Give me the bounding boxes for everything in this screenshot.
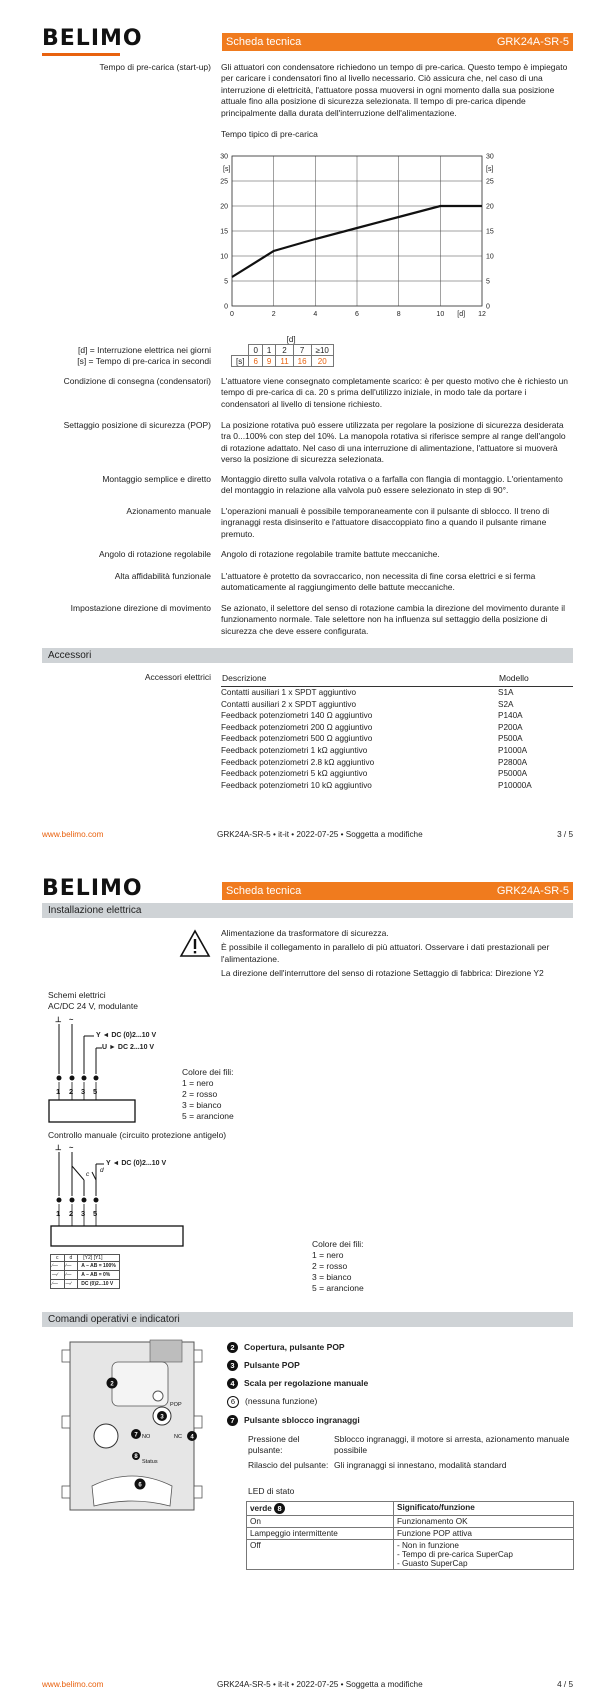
footer-page: 3 / 5: [557, 830, 573, 839]
header-bar: [222, 33, 573, 51]
callout: 8: [134, 1454, 138, 1460]
label-no: NO: [142, 1434, 151, 1440]
table-unit-s: [s]: [232, 356, 249, 367]
actuator-device-drawing: [62, 1336, 202, 1516]
led-table: verde 8 Significato/funzione On Funzionamento OK Lampeggio intermittente Funzione POP attiva Off - Non in funzione - Tempo di pre-carica SuperCap - Guasto SuperCap: [246, 1501, 574, 1570]
x-tick-label: 0: [230, 311, 234, 318]
x-axis-label: [d]: [457, 311, 466, 318]
feature-text: Angolo di rotazione regolabile tramite battute meccaniche.: [221, 549, 440, 559]
manual-title: Controllo manuale (circuito protezione antigelo): [48, 1130, 227, 1140]
release-text: Gli ingranaggi si innestano, modalità standard: [334, 1460, 507, 1470]
label-pop: POP: [170, 1402, 182, 1408]
footer-url[interactable]: www.belimo.com: [42, 830, 104, 839]
section-installation: Installazione elettrica: [42, 903, 573, 918]
table-s: 11: [276, 356, 293, 367]
warning-icon: [180, 930, 210, 957]
feature-label: Azionamento manuale: [126, 506, 211, 516]
diagram1-u: U ► DC 2...10 V: [102, 1044, 155, 1051]
callout: 4: [190, 1434, 194, 1441]
header-model: GRK24A-SR-5: [496, 36, 569, 48]
footer: [42, 830, 573, 842]
accessories-table: [221, 670, 573, 791]
y-tick-label: 30: [220, 153, 228, 161]
feature-text: Montaggio diretto sulla valvola rotativa o a farfalla con flangia di montaggio. L'orientamento del montaggio in relazione alla valvola può essere selezionato in step di 90°.: [221, 474, 563, 496]
chart-caption: Tempo tipico di pre-carica: [221, 129, 318, 139]
feature-label: Alta affidabilità funzionale: [114, 571, 211, 581]
header-title: Scheda tecnica: [226, 36, 302, 48]
table-d: 0: [249, 345, 262, 356]
precharge-table: [231, 334, 334, 367]
header-bar: [222, 882, 573, 900]
y-tick-label: 25: [220, 178, 228, 186]
controls-list: [227, 1342, 368, 1433]
feature-label: Condizione di consegna (condensatori): [63, 376, 211, 386]
table-row: Off - Non in funzione - Tempo di pre-carica SuperCap - Guasto SuperCap: [247, 1540, 574, 1570]
x-tick-label: 6: [355, 311, 359, 318]
switch-c: c: [86, 1171, 90, 1178]
y-tick-label: 20: [220, 203, 228, 211]
belimo-logo: BELIMO: [42, 876, 143, 901]
control-item: 3 Pulsante POP: [227, 1360, 368, 1371]
warning-text: [221, 928, 561, 979]
label-status: Status: [142, 1459, 158, 1465]
table-row: Lampeggio intermittente Funzione POP attiva: [247, 1528, 574, 1540]
feature-label: Montaggio semplice e diretto: [102, 474, 211, 484]
callout: 6: [138, 1482, 142, 1489]
wire-colors-1: Colore dei fili: 1 = nero 2 = rosso 3 = bianco 5 = arancione: [182, 1067, 234, 1121]
terminal: 2: [69, 1209, 74, 1218]
header-title: Scheda tecnica: [226, 885, 302, 897]
table-s: 20: [311, 356, 333, 367]
schemi-title: Schemi elettrici: [48, 990, 106, 1000]
accessories-label: Accessori elettrici: [144, 672, 211, 682]
control-item: 6 (nessuna funzione): [227, 1396, 368, 1408]
led-title: LED di stato: [248, 1486, 295, 1496]
diagram1-y: Y ◄ DC (0)2...10 V: [96, 1032, 157, 1039]
press-label: Pressione del pulsante:: [248, 1434, 300, 1455]
terminal: 5: [93, 1087, 98, 1096]
table-row: Feedback potenziometri 5 kΩ aggiuntivo P5000A: [221, 769, 528, 779]
y-tick-label-right: 5: [486, 278, 490, 286]
terminal: 1: [56, 1087, 61, 1096]
table-d: 7: [293, 345, 311, 356]
x-tick-label: 2: [271, 311, 276, 318]
press-text: Sblocco ingranaggi, il motore si arresta, azionamento manuale possibile: [334, 1434, 570, 1455]
svg-text:⊥: ⊥: [55, 1015, 62, 1024]
y-tick-label-right: 0: [486, 303, 490, 311]
table-d: 2: [276, 345, 293, 356]
feature-label: Impostazione direzione di movimento: [70, 603, 211, 613]
acdc-label: AC/DC 24 V, modulante: [48, 1001, 138, 1011]
terminal: 3: [81, 1087, 86, 1096]
svg-text:⊥: ⊥: [55, 1143, 62, 1152]
table-row: Feedback potenziometri 2.8 kΩ aggiuntivo P2800A: [221, 757, 528, 767]
table-row: Feedback potenziometri 500 Ω aggiuntivo P500A: [221, 734, 523, 744]
diagram2-y: Y ◄ DC (0)2...10 V: [106, 1160, 167, 1167]
y-tick-label-right: 30: [486, 153, 494, 161]
table-row: Feedback potenziometri 200 Ω aggiuntivo P200A: [221, 722, 523, 732]
callout: 3: [160, 1414, 164, 1421]
x-tick-label: 12: [478, 311, 486, 318]
terminal: 3: [81, 1209, 86, 1218]
warning-line: La direzione dell'interruttore del senso di rotazione Settaggio di fabbrica: Direzione Y2: [221, 967, 544, 978]
table-row: Contatti ausiliari 1 x SPDT aggiuntivo S1A: [221, 688, 514, 697]
warning-line: Alimentazione da trasformatore di sicurezza.: [221, 928, 389, 938]
feature-label: Settaggio posizione di sicurezza (POP): [63, 420, 211, 430]
section-controls: Comandi operativi e indicatori: [42, 1312, 573, 1327]
switch-d: d: [100, 1167, 104, 1174]
table-d: ≥10: [311, 345, 333, 356]
y-tick-label-right: 15: [486, 228, 494, 236]
label-nc: NC: [174, 1434, 182, 1440]
precharge-chart: [222, 150, 512, 325]
feature-label: Angolo di rotazione regolabile: [99, 549, 211, 559]
switch-table: c d [Y2] [Y1] ∕— ∕— A – AB = 100% —∕ ∕— A – AB = 0% ∕— —∕ DC (0)2...10 V: [50, 1254, 120, 1289]
callout: 7: [134, 1432, 138, 1439]
y-tick-label-right: 20: [486, 203, 494, 211]
table-row: On Funzionamento OK: [247, 1516, 574, 1528]
x-tick-label: 8: [396, 311, 401, 318]
x-tick-label: 4: [313, 311, 318, 318]
y-axis-label-right: [s]: [486, 166, 494, 173]
terminal: 1: [56, 1209, 61, 1218]
y-tick-label-right: 25: [486, 178, 494, 186]
y-tick-label: 10: [220, 253, 228, 261]
terminal: 2: [69, 1087, 74, 1096]
release-label: Rilascio del pulsante:: [248, 1460, 329, 1470]
table-row: Feedback potenziometri 1 kΩ aggiuntivo P1000A: [221, 745, 528, 755]
callout: 2: [110, 1381, 114, 1388]
belimo-logo: BELIMO: [42, 26, 143, 51]
feature-text: L'attuatore è protetto da sovraccarico, non necessita di fine corsa elettrici e si ferma automaticamente al raggiungimento delle battute meccaniche.: [221, 571, 536, 593]
feature-text: Se azionato, il selettore del senso di rotazione cambia la direzione del movimento durante il funzionamento normale. Tale selettore non ha influenza sul settaggio della posizione di sicurezza che deve essere configurata.: [221, 603, 565, 636]
warning-line: È possibile il collegamento in parallelo di più attuatori. Osservare i dati prestazionali per l'alimentazione.: [221, 942, 550, 964]
wire-colors-2: Colore dei fili: 1 = nero 2 = rosso 3 = bianco 5 = arancione: [312, 1239, 364, 1293]
feature-text: L'attuatore viene consegnato completamente scarico: è per questo motivo che è richiesto un tempo di pre-carica di ca. 20 s prima dell'utilizzo iniziale, in modo tale da portare i condensatori al livello di tensione richiesto.: [221, 376, 569, 409]
svg-text:~: ~: [69, 1143, 74, 1152]
table-s: 16: [293, 356, 311, 367]
y-tick-label: 0: [224, 303, 228, 311]
feature-text: L'operazioni manuali è possibile temporaneamente con il pulsante di sblocco. Il treno di ingranaggi resta disinserito e l'attuatore disaccoppiato fino a quando il pulsante rimane premuto.: [221, 506, 550, 539]
y-tick-label-right: 10: [486, 253, 494, 261]
header-model: GRK24A-SR-5: [496, 885, 569, 897]
control-item: 7 Pulsante sblocco ingranaggi: [227, 1415, 368, 1426]
wiring-diagram-1: [48, 1014, 148, 1126]
footer-center: GRK24A-SR-5 • it-it • 2022-07-25 • Soggetta a modifiche: [217, 1680, 423, 1689]
terminal: 5: [93, 1209, 98, 1218]
table-row: Feedback potenziometri 140 Ω aggiuntivo P140A: [221, 711, 523, 721]
control-item: 4 Scala per regolazione manuale: [227, 1378, 368, 1389]
footer: [42, 1680, 573, 1692]
feature-text: Gli attuatori con condensatore richiedono un tempo di pre-carica. Questo tempo è impiegato per caricare i condensatori fino al livello necessario. Ciò assicura che, nel caso di una interruzione di elettricità, l'attuatore possa muoversi in ogni momento dalla sua posizione attuale fino alla posizione di sicurezza selezionata. Il tempo di pre-carica dipende principalmente dalla durata dell'interruzione dell'alimentazione.: [221, 62, 568, 118]
wiring-diagram-2: [48, 1142, 188, 1248]
y-axis-label: [s]: [223, 166, 231, 173]
x-tick-label: 10: [436, 311, 445, 318]
footer-url[interactable]: www.belimo.com: [42, 1680, 104, 1689]
col-desc: Descrizione: [221, 670, 498, 687]
footer-center: GRK24A-SR-5 • it-it • 2022-07-25 • Soggetta a modifiche: [217, 830, 423, 839]
table-unit-d: [d]: [286, 334, 296, 344]
feature-text: La posizione rotativa può essere utilizzata per regolare la posizione di sicurezza desiderata tra 0...100% con step del 10%. La manopola rotativa si riferisce sempre al range dell'angolo di rotazione adattato. Nel caso di una interruzione di alimentazione, l'attuatore si muoverà verso la posizione di sicurezza selezionata.: [221, 420, 566, 465]
table-s: 9: [262, 356, 275, 367]
table-row: Feedback potenziometri 10 kΩ aggiuntivo P10000A: [221, 780, 532, 790]
footer-page: 4 / 5: [557, 1680, 573, 1689]
svg-text:~: ~: [69, 1015, 74, 1024]
feature-label: Tempo di pre-carica (start-up): [99, 62, 211, 72]
section-accessories: Accessori: [42, 648, 573, 663]
control-item: 2 Copertura, pulsante POP: [227, 1342, 368, 1353]
legend-s: [s] = Tempo di pre-carica in secondi: [77, 356, 211, 366]
legend-d: [d] = Interruzione elettrica nei giorni: [77, 345, 211, 355]
table-s: 6: [249, 356, 262, 367]
y-tick-label: 15: [220, 228, 228, 236]
y-tick-label: 5: [224, 278, 228, 286]
col-model: Modello: [498, 670, 573, 687]
table-d: 1: [262, 345, 275, 356]
table-row: Contatti ausiliari 2 x SPDT aggiuntivo S2A: [221, 699, 514, 709]
